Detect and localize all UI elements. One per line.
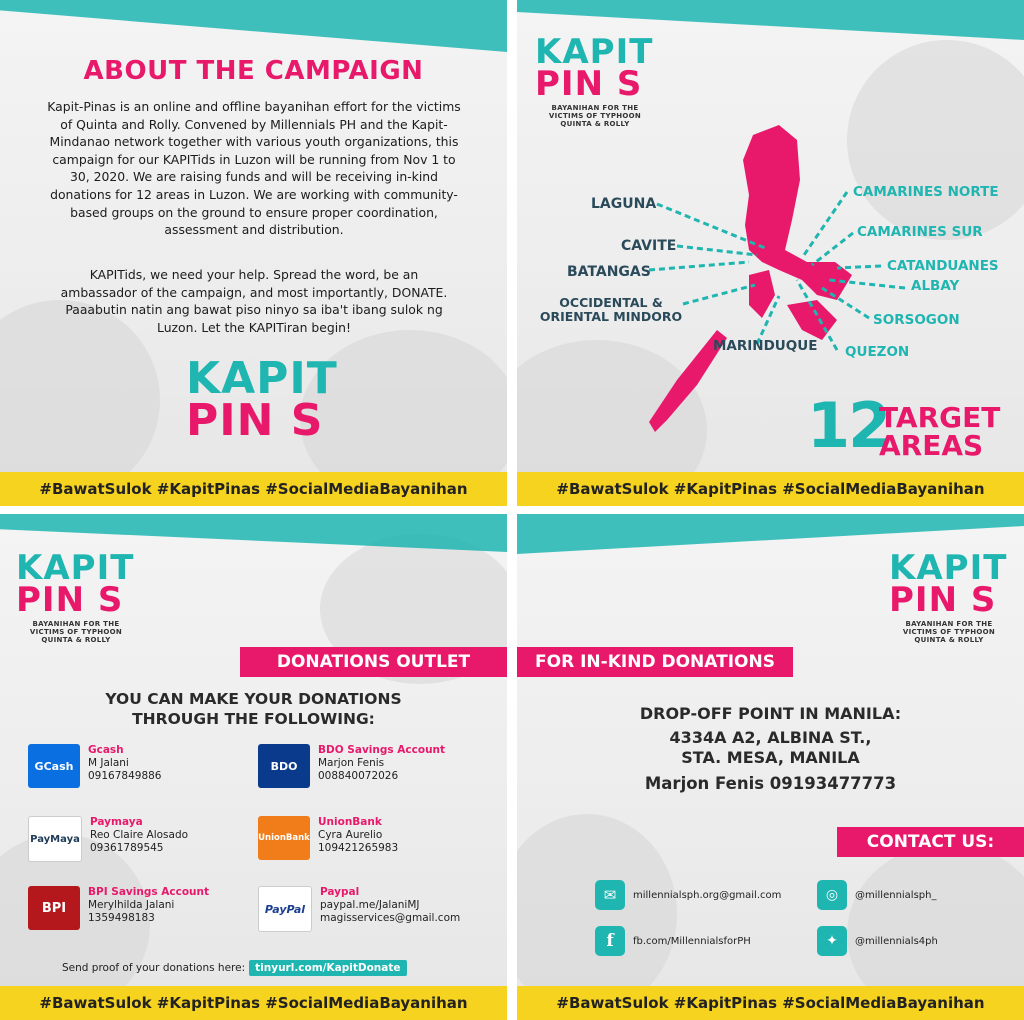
area-label-camarines-sur: CAMARINES SUR: [857, 224, 983, 240]
donations-heading-1: YOU CAN MAKE YOUR DONATIONS: [105, 690, 402, 708]
unionbank-logo-icon: UnionBank: [258, 816, 310, 860]
target-label-1: TARGET: [879, 401, 1001, 434]
area-label-catanduanes: CATANDUANES: [887, 258, 999, 274]
payment-account-number: 09167849886: [88, 770, 162, 782]
payment-title: Gcash: [88, 744, 124, 756]
contact-email[interactable]: [595, 880, 781, 910]
inkind-banner: FOR IN-KIND DONATIONS: [517, 647, 793, 677]
contact-facebook[interactable]: [595, 926, 751, 956]
logo-tagline: BAYANIHAN FOR THE VICTIMS OF TYPHOON QUINTA & ROLLY: [548, 103, 642, 128]
dropoff-address-1: 4334A A2, ALBINA ST.,: [669, 728, 872, 747]
contact-email-text: millennialsph.org@gmail.com: [633, 889, 782, 901]
logo-pinas: PIN S: [16, 580, 124, 621]
payment-title: Paypal: [320, 886, 360, 898]
about-paragraph-2: KAPITids, we need your help. Spread the word, be an ambassador of the campaign, and most importantly, DONATE. Paaabutin natin ang bawat piso ninyo sa iba't ibang sulok ng Luzon. Let the KAPITiran begin!: [60, 267, 448, 335]
background-photo-shape: [517, 814, 677, 1014]
payment-option-paypal: [258, 886, 460, 932]
logo-kapit: KAPIT: [535, 32, 654, 72]
proof-label: Send proof of your donations here:: [62, 962, 246, 974]
payment-title: UnionBank: [318, 816, 382, 828]
contact-facebook-text: fb.com/MillennialsforPH: [633, 935, 751, 947]
facebook-icon: f: [595, 926, 625, 956]
payment-title: Paymaya: [90, 816, 143, 828]
area-label-mindoro: OCCIDENTAL & ORIENTAL MINDORO: [539, 295, 683, 324]
target-count: 12: [807, 389, 890, 462]
area-label-quezon: QUEZON: [845, 344, 910, 360]
bpi-logo-icon: BPI: [28, 886, 80, 930]
payment-account-number: 1359498183: [88, 912, 155, 924]
payment-title: BDO Savings Account: [318, 744, 446, 756]
area-label-sorsogon: SORSOGON: [873, 312, 960, 328]
payment-account-name: Marjon Fenis: [318, 757, 385, 769]
contact-twitter-text: @millennials4ph: [855, 935, 938, 947]
mindoro-shape: [749, 270, 775, 318]
kapit-pinas-logo: [186, 353, 338, 446]
donations-panel: [0, 514, 507, 1020]
contact-twitter[interactable]: [817, 926, 938, 956]
paypal-logo-icon: PayPal: [258, 886, 312, 932]
payment-account-name: Reo Claire Alosado: [90, 829, 189, 841]
logo-kapit: KAPIT: [186, 353, 338, 404]
about-title: ABOUT THE CAMPAIGN: [83, 56, 424, 86]
proof-row: [62, 960, 407, 976]
map-panel: [517, 0, 1024, 506]
logo-kapit: KAPIT: [889, 548, 1008, 588]
hashtag-bar: #BawatSulok #KapitPinas #SocialMediaBayanihan: [517, 986, 1024, 1020]
contact-instagram-text: @millennialsph_: [855, 889, 937, 901]
paymaya-logo-icon: PayMaya: [28, 816, 82, 862]
area-label-marinduque: MARINDUQUE: [713, 338, 818, 354]
payment-title: BPI Savings Account: [88, 886, 210, 898]
area-label-albay: ALBAY: [911, 278, 960, 294]
teal-header-band: [0, 514, 507, 552]
mail-icon: ✉: [595, 880, 625, 910]
hashtag-bar: #BawatSulok #KapitPinas #SocialMediaBayanihan: [0, 472, 507, 506]
logo-tagline: BAYANIHAN FOR THE VICTIMS OF TYPHOON QUINTA & ROLLY: [902, 619, 996, 644]
donations-heading-2: THROUGH THE FOLLOWING:: [132, 710, 375, 728]
payment-account-email: magisservices@gmail.com: [320, 912, 461, 924]
payment-account-number: 109421265983: [318, 842, 399, 854]
payment-account-number: 09361789545: [90, 842, 164, 854]
target-label-2: AREAS: [879, 429, 984, 462]
logo-pinas: PIN S: [186, 394, 324, 446]
logo-pinas: PIN S: [535, 64, 643, 105]
hashtag-bar: #BawatSulok #KapitPinas #SocialMediaBayanihan: [0, 986, 507, 1020]
payment-option-bpi: [28, 886, 209, 930]
area-label-batangas: BATANGAS: [567, 264, 651, 280]
logo-pinas: PIN S: [889, 580, 997, 621]
payment-account-number: 008840072026: [318, 770, 399, 782]
about-paragraph-1: Kapit-Pinas is an online and offline bayanihan effort for the victims of Quinta and Rolly. Convened by Millennials PH and the Kapit-Mindanao network together with various youth organizations, this campaign for our KAPITids in Luzon will be running from Nov 1 to 30, 2020. We are raising funds and will be receiving in-kind donations for 12 areas in Luzon. We are working with community-based groups on the ground to ensure proper coordination, assessment and distribution.: [47, 99, 461, 238]
contact-instagram[interactable]: [817, 880, 936, 910]
payment-option-unionbank: [258, 816, 398, 860]
gcash-logo-icon: GCash: [28, 744, 80, 788]
kapit-pinas-logo: [889, 548, 1009, 644]
payment-account-name: Merylhilda Jalani: [88, 899, 175, 911]
logo-tagline: BAYANIHAN FOR THE VICTIMS OF TYPHOON QUINTA & ROLLY: [29, 619, 123, 644]
payment-option-gcash: [28, 744, 162, 788]
twitter-icon: ✦: [817, 926, 847, 956]
donations-outlet-banner: DONATIONS OUTLET: [240, 647, 507, 677]
payment-account-name: Cyra Aurelio: [318, 829, 383, 841]
hashtag-bar: #BawatSulok #KapitPinas #SocialMediaBayanihan: [517, 472, 1024, 506]
dropoff-contact-person: Marjon Fenis 09193477773: [644, 774, 897, 793]
bdo-logo-icon: BDO: [258, 744, 310, 788]
dropoff-title: DROP-OFF POINT IN MANILA:: [639, 704, 902, 723]
about-panel: [0, 0, 507, 506]
teal-header-band: [0, 0, 507, 52]
area-label-camarines-norte: CAMARINES NORTE: [853, 184, 999, 200]
area-label-laguna: LAGUNA: [591, 196, 657, 212]
contact-us-banner: CONTACT US:: [837, 827, 1024, 857]
inkind-panel: [517, 514, 1024, 1020]
payment-option-bdo: [258, 744, 445, 788]
area-label-cavite: CAVITE: [621, 238, 677, 254]
payment-account-name: M Jalani: [88, 757, 129, 769]
proof-link[interactable]: tinyurl.com/KapitDonate: [249, 960, 406, 976]
dropoff-address-2: STA. MESA, MANILA: [681, 748, 860, 767]
kapit-pinas-logo: [16, 548, 136, 644]
payment-option-paymaya: [28, 816, 188, 862]
payment-account-name: paypal.me/JalaniMJ: [320, 899, 420, 911]
logo-kapit: KAPIT: [16, 548, 135, 588]
instagram-icon: ◎: [817, 880, 847, 910]
